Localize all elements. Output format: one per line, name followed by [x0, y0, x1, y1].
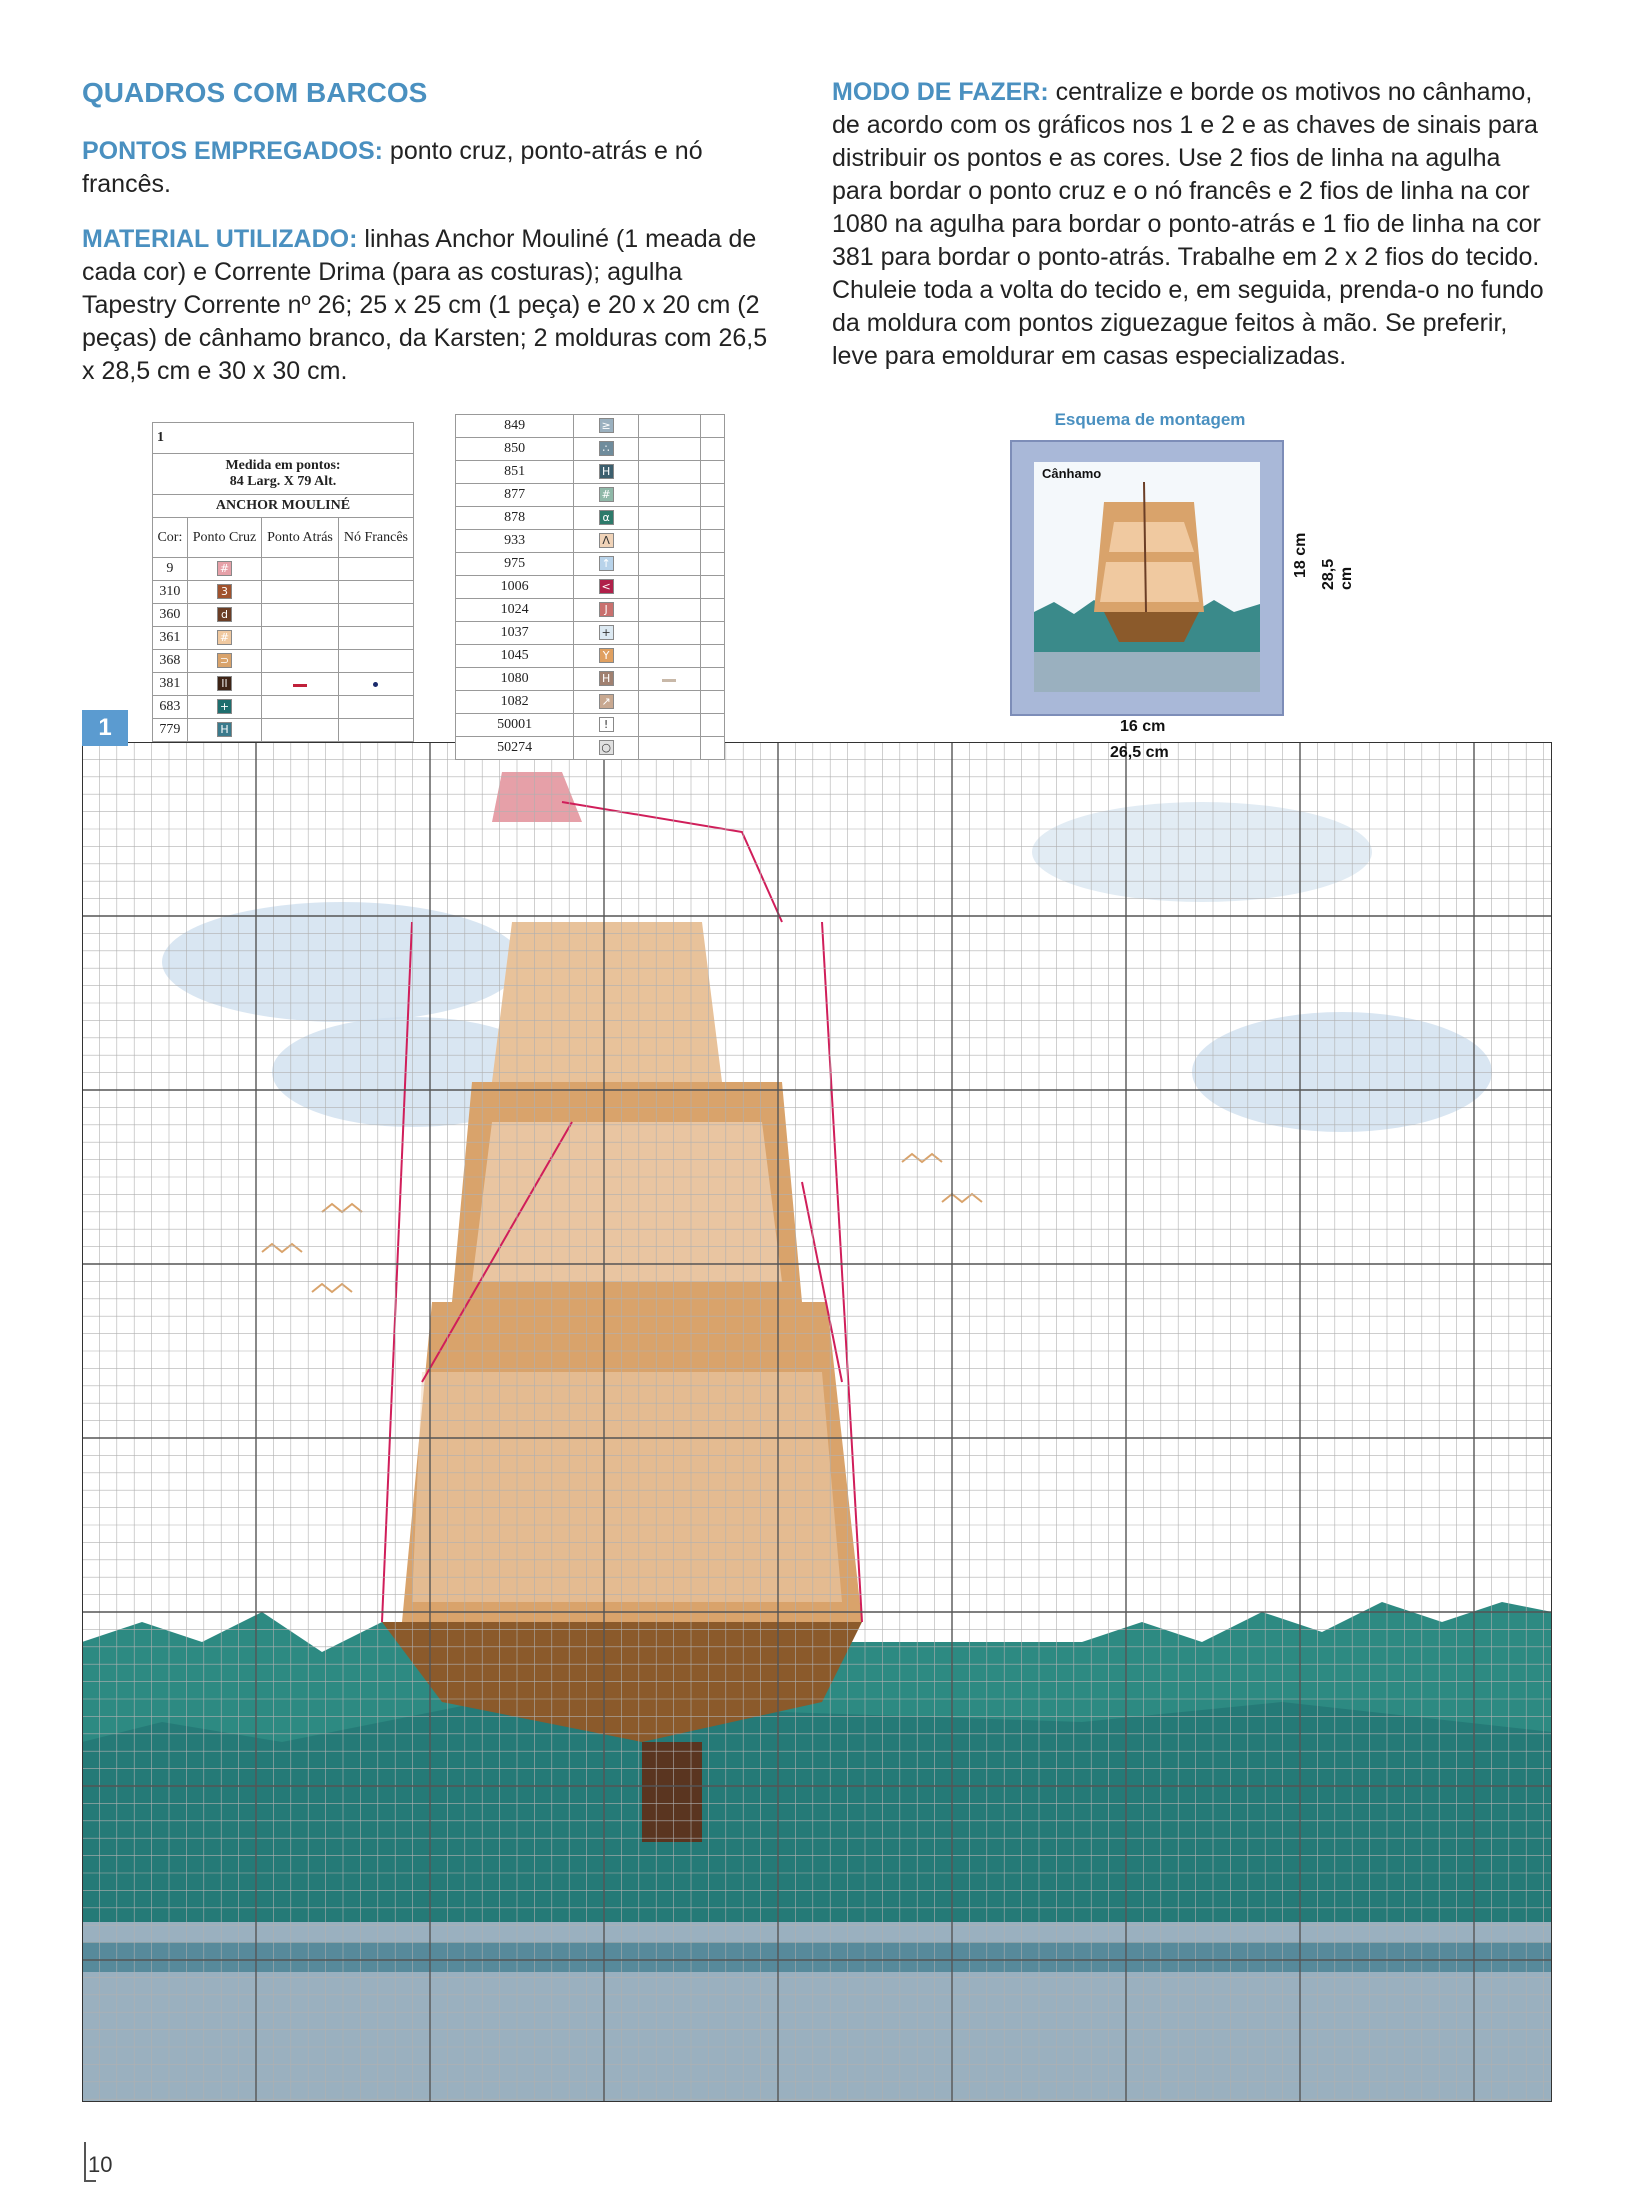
legend-symbol: < [599, 579, 614, 594]
upper-sail [492, 922, 722, 1082]
back-cell [638, 691, 700, 714]
legend-symbol: Y [599, 648, 614, 663]
cross-cell [574, 691, 639, 714]
cross-cell [574, 622, 639, 645]
legend-row [456, 484, 725, 507]
cross-cell [574, 645, 639, 668]
knot-cell [700, 507, 724, 530]
legend-symbol: J [599, 602, 614, 617]
color-code: 779 [153, 719, 188, 742]
color-code: 933 [456, 530, 574, 553]
legend-symbol: # [217, 630, 232, 645]
color-code: 1080 [456, 668, 574, 691]
color-code: 50274 [456, 737, 574, 760]
color-code: 360 [153, 604, 188, 627]
color-code: 9 [153, 558, 188, 581]
height-inner: 18 cm [1292, 532, 1309, 578]
back-cell [262, 558, 339, 581]
right-column [832, 76, 1552, 395]
col-no: Nó Francês [338, 518, 413, 558]
cross-cell [187, 581, 261, 604]
legend-row [456, 645, 725, 668]
back-cell [262, 604, 339, 627]
knot-cell [338, 627, 413, 650]
knot-cell [338, 719, 413, 742]
color-code: 1037 [456, 622, 574, 645]
legend-row [456, 714, 725, 737]
color-code: 878 [456, 507, 574, 530]
legend-measure [153, 454, 414, 495]
legend-symbol: ○ [599, 740, 614, 755]
legend-row [456, 507, 725, 530]
color-code: 1082 [456, 691, 574, 714]
pontos-text: ponto cruz, ponto-atrás e nó francês. [82, 137, 703, 198]
knot-cell [700, 622, 724, 645]
material-label: MATERIAL UTILIZADO: [82, 225, 358, 253]
legend-row [456, 461, 725, 484]
knot-cell [338, 581, 413, 604]
legend-symbol: Λ [599, 533, 614, 548]
cross-cell [187, 627, 261, 650]
color-code: 1024 [456, 599, 574, 622]
legend-symbol: # [217, 561, 232, 576]
back-cell [638, 737, 700, 760]
mid-sail [472, 1122, 782, 1282]
cross-cell [574, 507, 639, 530]
color-code: 683 [153, 696, 188, 719]
color-code: 877 [456, 484, 574, 507]
legend-symbol: d [217, 607, 232, 622]
back-cell [638, 599, 700, 622]
cross-cell [574, 484, 639, 507]
col-cor: Cor: [153, 518, 188, 558]
legend-symbol: ↑ [599, 556, 614, 571]
knot-cell [700, 461, 724, 484]
cross-cell [574, 415, 639, 438]
color-code: 368 [153, 650, 188, 673]
legend-symbol: H [599, 671, 614, 686]
page-number: 10 [88, 2152, 113, 2177]
back-cell [262, 696, 339, 719]
fabric [1034, 462, 1260, 692]
legend-row [456, 737, 725, 760]
back-cell [638, 415, 700, 438]
cross-cell [574, 737, 639, 760]
back-cell [638, 507, 700, 530]
scheme-caption: Esquema de montagem [1054, 410, 1246, 429]
legend-symbol: ! [599, 717, 614, 732]
legend-row [456, 622, 725, 645]
knot-cell [700, 576, 724, 599]
height-outer: 28,5 cm [1320, 558, 1355, 590]
cross-cell [187, 696, 261, 719]
material-paragraph [82, 223, 782, 388]
back-cell [638, 622, 700, 645]
legend-row [456, 415, 725, 438]
legend-symbol: ⊃ [217, 653, 232, 668]
chart-number-badge: 1 [82, 710, 128, 746]
legend-2-rows [456, 415, 725, 760]
knot-cell [700, 737, 724, 760]
color-code: 851 [456, 461, 574, 484]
material-text: linhas Anchor Mouliné (1 meada de cada cor) e Corrente Drima (para as costuras); agulha Tapestry Corrente nº 26; 25 x 25 cm (1 peça) e 20 x 20 cm (2 peças) de cânhamo branco, da Karsten; 2 molduras com 26,5 x 28,5 cm e 30 x 30 cm. [82, 225, 768, 385]
back-cell [262, 650, 339, 673]
width-outer: 26,5 cm [1110, 744, 1169, 761]
ship-thumbnail [1034, 462, 1260, 692]
legend-number: 1 [153, 423, 414, 454]
knot-cell [700, 484, 724, 507]
legend-table-1 [152, 422, 414, 742]
legend-row [456, 530, 725, 553]
color-code: 1045 [456, 645, 574, 668]
back-cell [638, 461, 700, 484]
color-code: 975 [456, 553, 574, 576]
cross-cell [187, 719, 261, 742]
legend-row [456, 668, 725, 691]
col-atras: Ponto Atrás [262, 518, 339, 558]
legend-row [153, 696, 414, 719]
ship-rudder [642, 1742, 702, 1842]
color-code: 310 [153, 581, 188, 604]
legend-brand: ANCHOR MOULINÉ [153, 495, 414, 518]
col-cruz: Ponto Cruz [187, 518, 261, 558]
legend-row [456, 691, 725, 714]
color-code: 850 [456, 438, 574, 461]
legend-symbol: α [599, 510, 614, 525]
cross-cell [574, 668, 639, 691]
knot-cell [338, 650, 413, 673]
knot-cell [338, 558, 413, 581]
measure-label: Medida em pontos: [225, 458, 341, 473]
legend-row [153, 581, 414, 604]
cross-stitch-chart [82, 742, 1552, 2102]
sea-stripe [82, 1942, 1552, 1972]
legend-table-2 [455, 414, 725, 760]
back-cell [638, 576, 700, 599]
assembly-scheme [990, 410, 1355, 770]
cross-cell [187, 650, 261, 673]
color-code: 1006 [456, 576, 574, 599]
knot-cell [700, 668, 724, 691]
knot-cell [338, 696, 413, 719]
legend-row [153, 604, 414, 627]
cross-cell [574, 714, 639, 737]
pontos-paragraph [82, 135, 782, 201]
knot-cell [700, 645, 724, 668]
back-cell [638, 645, 700, 668]
knot-cell [338, 604, 413, 627]
legend-row [456, 553, 725, 576]
back-cell [262, 581, 339, 604]
cloud-left [162, 902, 522, 1022]
measure-size: 84 Larg. X 79 Alt. [229, 474, 337, 489]
modo-label: MODO DE FAZER: [832, 78, 1049, 106]
cross-cell [574, 599, 639, 622]
left-column [82, 76, 782, 410]
cloud-right-2 [1192, 1012, 1492, 1132]
legend-symbol: + [217, 699, 232, 714]
cross-cell [574, 461, 639, 484]
cross-cell [574, 438, 639, 461]
color-code: 50001 [456, 714, 574, 737]
back-cell [638, 484, 700, 507]
knot-cell [700, 691, 724, 714]
legend-symbol: # [599, 487, 614, 502]
pontos-label: PONTOS EMPREGADOS: [82, 137, 383, 165]
modo-paragraph [832, 76, 1552, 373]
knot-cell [700, 438, 724, 461]
legend-symbol: ll [217, 676, 232, 691]
sea-waves-dark [82, 1702, 1552, 1942]
knot-cell [700, 553, 724, 576]
back-cell [262, 719, 339, 742]
legend-symbol: H [217, 722, 232, 737]
legend-symbol: H [599, 464, 614, 479]
legend-1-rows [153, 558, 414, 742]
knot-cell [338, 673, 413, 696]
back-cell [262, 627, 339, 650]
modo-text: centralize e borde os motivos no cânhamo, de acordo com os gráficos nos 1 e 2 e as chaves de sinais para distribuir os pontos e as cores. Use 2 fios de linha na agulha para bordar o ponto cruz e o nó francês e 2 fios de linha na cor 1080 na agulha para bordar o ponto-atrás e 1 fio de linha na cor 381 para bordar o ponto-atrás. Trabalhe em 2 x 2 fios do tecido. Chuleie toda a volta do tecido e, em seguida, prenda-o no fundo da moldura com pontos ziguezague feitos à mão. Se preferir, leve para emoldurar em casas especializadas. [832, 78, 1544, 370]
legend-symbol: 3 [217, 584, 232, 599]
legend-row [153, 558, 414, 581]
legend-symbol: ∴ [599, 441, 614, 456]
knot-cell [700, 599, 724, 622]
legend-row [153, 719, 414, 742]
cross-cell [574, 576, 639, 599]
knot-cell [700, 415, 724, 438]
cross-cell [187, 673, 261, 696]
legend-symbol: + [599, 625, 614, 640]
cloud-right [1032, 802, 1372, 902]
color-code: 361 [153, 627, 188, 650]
back-cell [638, 553, 700, 576]
legend-row [153, 673, 414, 696]
width-inner: 16 cm [1120, 718, 1166, 735]
cross-cell [187, 558, 261, 581]
legend-row [456, 599, 725, 622]
page-title: QUADROS COM BARCOS [82, 77, 428, 108]
knot-cell [700, 714, 724, 737]
color-code: 849 [456, 415, 574, 438]
back-cell [638, 530, 700, 553]
back-cell [638, 714, 700, 737]
back-cell [638, 668, 700, 691]
color-code: 381 [153, 673, 188, 696]
legend-symbol: ↗ [599, 694, 614, 709]
legend-row [153, 650, 414, 673]
back-cell [638, 438, 700, 461]
frame [1010, 440, 1284, 716]
legend-row [456, 576, 725, 599]
fabric-label: Cânhamo [1042, 466, 1102, 481]
legend-symbol: ≥ [599, 418, 614, 433]
back-cell [262, 673, 339, 696]
cross-cell [574, 530, 639, 553]
cross-cell [574, 553, 639, 576]
legend-row [153, 627, 414, 650]
legend-row [456, 438, 725, 461]
knot-cell [700, 530, 724, 553]
cross-cell [187, 604, 261, 627]
